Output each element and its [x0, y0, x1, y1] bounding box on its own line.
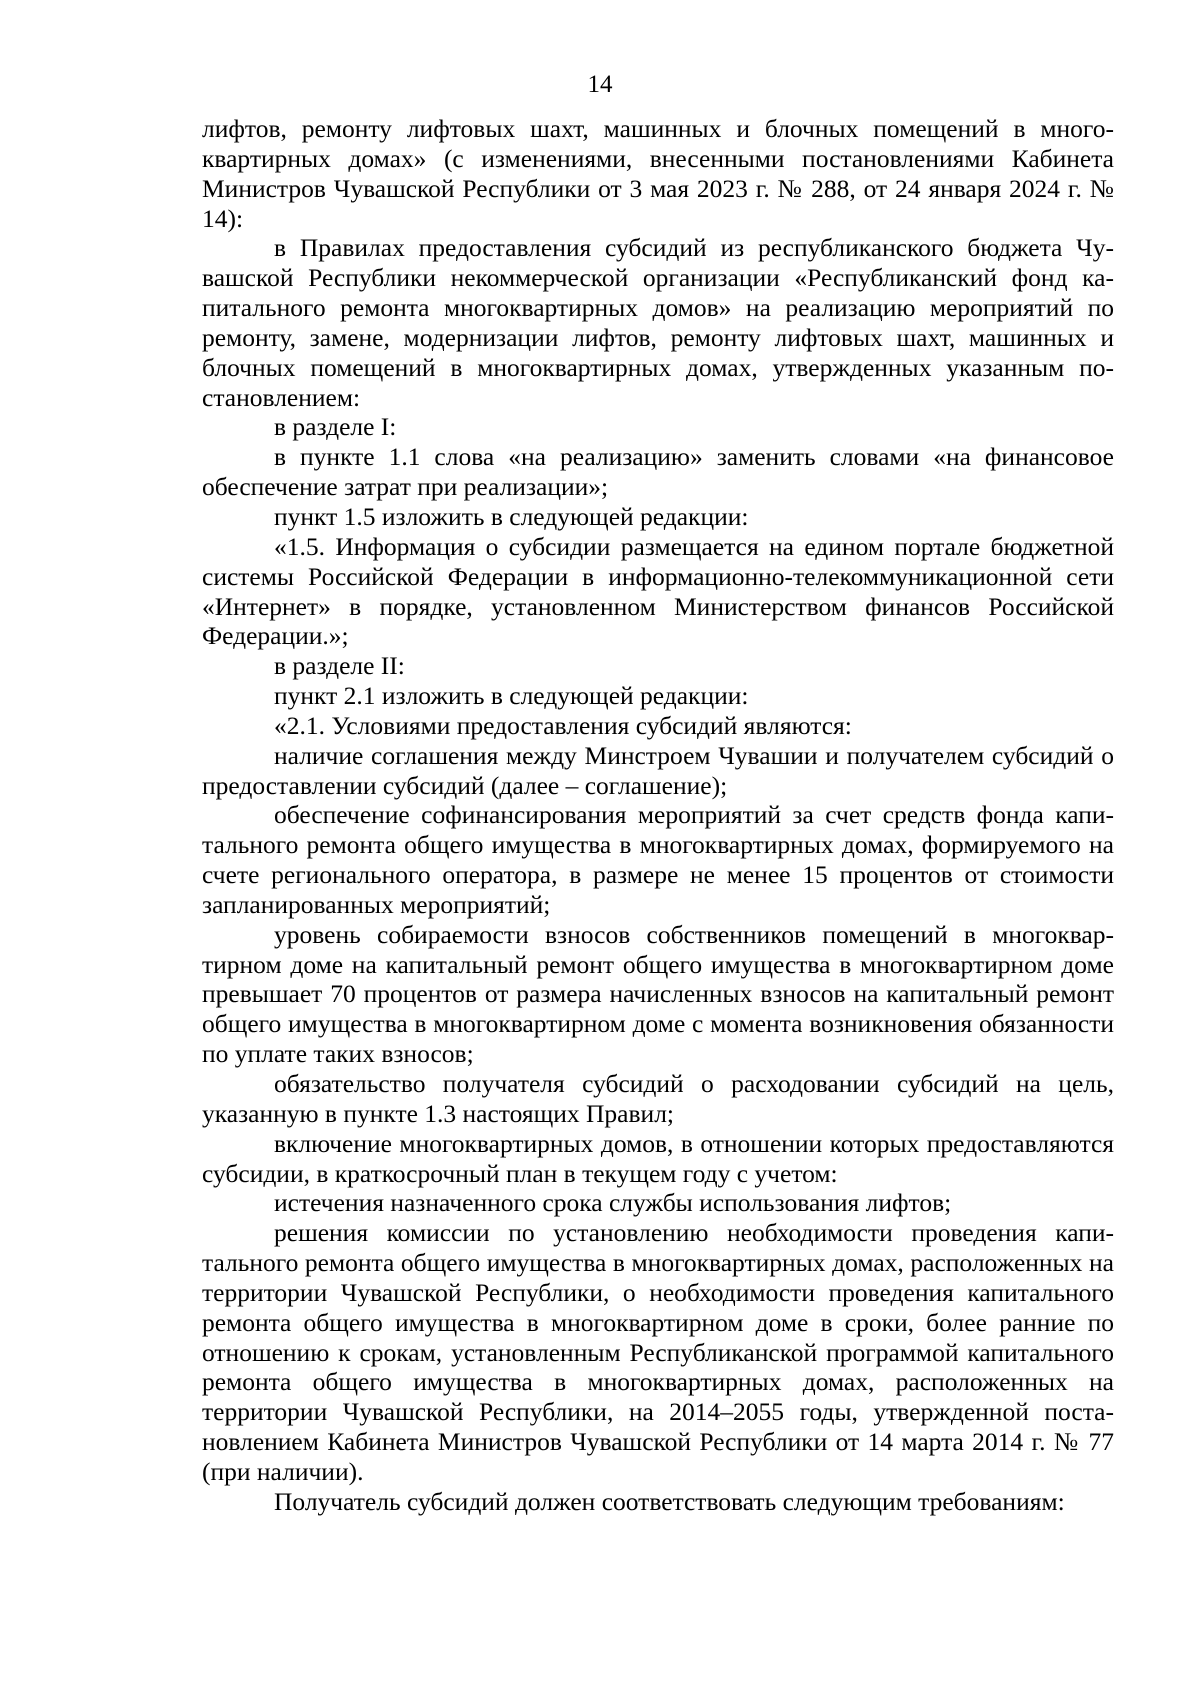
paragraph: Получатель субсидий должен соответствовать следующим требованиям:: [274, 1486, 1065, 1516]
paragraph: «2.1. Условиями предоставления субсидий являются:: [274, 710, 852, 740]
paragraph: включение многоквартирных домов, в отношении которых предоставляются субсидии, в краткосрочный план в текущем году с учетом:: [202, 1128, 1114, 1188]
paragraph: в разделе I:: [274, 412, 397, 442]
paragraph: обязательство получателя субсидий о расходовании субсидий на цель, указанную в пункте 1.3 настоящих Правил;: [202, 1069, 1114, 1128]
paragraph: «1.5. Информация о субсидии размещается на едином портале бюджетной системы Российской Федерации в информационно-телекоммуникационной сети «Интернет» в порядке, установленном Министерством финансов Российской Федерации.»;: [202, 531, 1114, 651]
paragraph: решения комиссии по установлению необходимости проведения капитального ремонта общего имущества в многоквартирных домах, расположенных на территории Чувашской Республики, о необходимости проведения капитального ремонта общего имущества в многоквартирном доме в сроки, более ранние по отношению к срокам, установленным Республиканской программой капитального ремонта общего имущества в многоквартирных домах, расположенных на территории Чувашской Республики, на 2014–2055 годы, утвержденной постановлением Кабинета Министров Чувашской Республики от 14 марта 2014 г. № 77 (при наличии).: [202, 1218, 1114, 1486]
paragraph: обеспечение софинансирования мероприятий за счет средств фонда капитального ремонта общего имущества в многоквартирных домах, формируемого на счете регионального оператора, в размере не менее 15 процентов от стоимости запланированных мероприятий;: [202, 800, 1114, 919]
paragraph: пункт 2.1 изложить в следующей редакции:: [274, 681, 749, 711]
paragraph: в разделе II:: [274, 651, 405, 681]
paragraph: лифтов, ремонту лифтовых шахт, машинных и блочных помещений в многоквартирных домах» (с изменениями, внесенными постановлениями Кабинета Министров Чувашской Республики от 3 мая 2023 г. № 288, от 24 января 2024 г. № 14):: [202, 114, 1114, 233]
paragraph: пункт 1.5 изложить в следующей редакции:: [274, 501, 749, 531]
paragraph: в Правилах предоставления субсидий из республиканского бюджета Чувашской Республики некоммерческой организации «Республиканский фонд капитального ремонта многоквартирных домов» на реализацию мероприятий по ремонту, замене, модернизации лифтов, ремонту лифтовых шахт, машинных и блочных помещений в многоквартирных домах, утвержденных указанным постановлением:: [202, 233, 1114, 412]
paragraph: в пункте 1.1 слова «на реализацию» заменить словами «на финансовое обеспечение затрат при реализации»;: [202, 442, 1114, 502]
paragraph: наличие соглашения между Минстроем Чувашии и получателем субсидий о предоставлении субсидий (далее – соглашение);: [202, 740, 1114, 800]
paragraph: истечения назначенного срока службы использования лифтов;: [274, 1188, 952, 1218]
document-body: [202, 114, 1114, 1517]
paragraph: уровень собираемости взносов собственников помещений в многоквартирном доме на капитальный ремонт общего имущества в многоквартирном доме превышает 70 процентов от размера начисленных взносов на капитальный ремонт общего имущества в многоквартирном доме с момента возникновения обязанности по уплате таких взносов;: [202, 919, 1114, 1069]
page-number: 14: [587, 71, 613, 98]
